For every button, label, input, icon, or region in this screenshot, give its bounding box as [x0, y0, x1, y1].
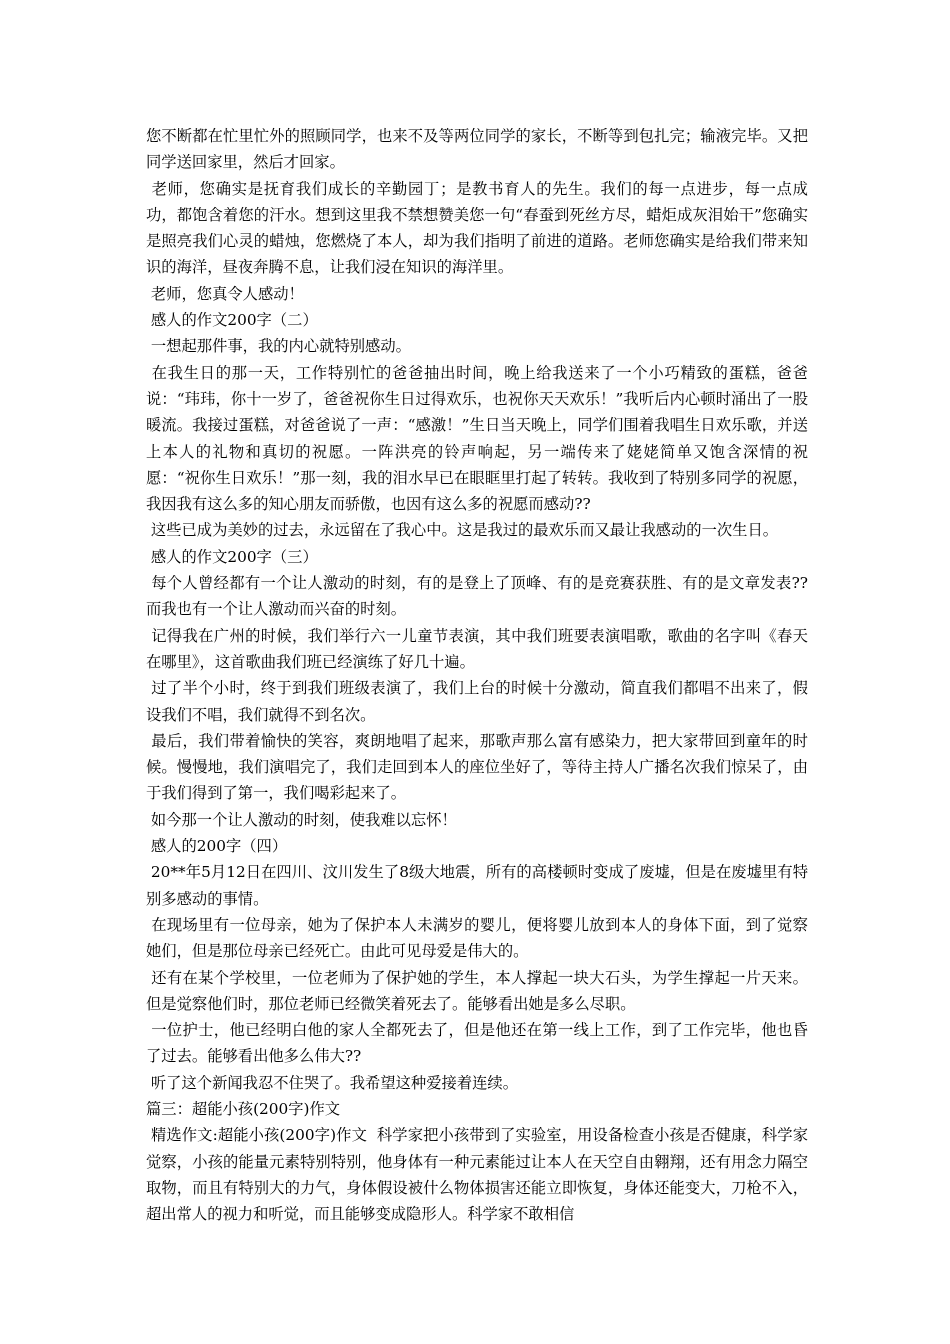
paragraph: 这些已成为美妙的过去，永远留在了我心中。这是我过的最欢乐而又最让我感动的一次生日。 [146, 521, 779, 540]
document-body [146, 123, 808, 1227]
section-heading: 感人的作文200字（二） [146, 311, 318, 330]
paragraph: 每个人曾经都有一个让人激动的时刻，有的是登上了顶峰、有的是竞赛获胜、有的是文章发表??而我也有一个让人激动而兴奋的时刻。 [146, 574, 808, 619]
paragraph: 记得我在广州的时候，我们举行六一儿童节表演，其中我们班要表演唱歌，歌曲的名字叫《春天在哪里》，这首歌曲我们班已经演练了好几十遍。 [146, 626, 808, 671]
paragraph: 老师，您确实是抚育我们成长的辛勤园丁；是教书育人的先生。我们的每一点进步，每一点成功，都饱含着您的汗水。想到这里我不禁想赞美您一句“春蚕到死丝方尽，蜡炬成灰泪始干”您确实是照亮我们心灵的蜡烛，您燃烧了本人，却为我们指明了前进的道路。老师您确实是给我们带来知识的海洋，昼夜奔腾不息，让我们浸在知识的海洋里。 [146, 179, 808, 277]
paragraph: 在现场里有一位母亲，她为了保护本人未满岁的婴儿，便将婴儿放到本人的身体下面，到了觉察她们，但是那位母亲已经死亡。由此可见母爱是伟大的。 [146, 915, 808, 961]
section-heading: 感人的作文200字（三） [146, 547, 318, 566]
paragraph: 如今那一个让人激动的时刻，使我难以忘怀！ [146, 810, 457, 829]
paragraph: 一想起那件事，我的内心就特别感动。 [146, 337, 411, 356]
section-heading: 感人的200字（四） [146, 837, 288, 856]
paragraph: 一位护士，他已经明白他的家人全都死去了，但是他还在第一线上工作，到了工作完毕，他也昏了过去。能够看出他多么伟大?? [146, 1021, 808, 1066]
paragraph: 过了半个小时，终于到我们班级表演了，我们上台的时候十分激动，简直我们都唱不出来了，假设我们不唱，我们就得不到名次。 [146, 679, 808, 724]
paragraph: 您不断都在忙里忙外的照顾同学，也来不及等两位同学的家长，不断等到包扎完；输液完毕。又把同学送回家里，然后才回家。 [146, 127, 808, 172]
paragraph: 还有在某个学校里，一位老师为了保护她的学生，本人撑起一块大石头，为学生撑起一片天来。但是觉察他们时，那位老师已经微笑着死去了。能够看出她是多么尽职。 [146, 968, 808, 1013]
section-heading: 篇三：超能小孩(200字)作文 [146, 1099, 341, 1118]
paragraph: 在我生日的那一天，工作特别忙的爸爸抽出时间，晚上给我送来了一个小巧精致的蛋糕，爸爸说：“玮玮，你十一岁了，爸爸祝你生日过得欢乐，也祝你天天欢乐！”我听后内心顿时涌出了一股暖流。我接过蛋糕，对爸爸说了一声：“感激！”生日当天晚上，同学们围着我唱生日欢乐歌，并送上本人的礼物和真切的祝愿。一阵洪亮的铃声响起，另一端传来了姥姥简单又饱含深情的祝愿：“祝你生日欢乐！”那一刻，我的泪水早已在眼眶里打起了转转。我收到了特别多同学的祝愿，我因我有这么多的知心朋友而骄傲，也因有这么多的祝愿而感动?? [146, 363, 808, 514]
paragraph: 20**年5月12日在四川、汶川发生了8级大地震，所有的高楼顿时变成了废墟，但是在废墟里有特别多感动的事情。 [146, 863, 808, 908]
paragraph: 最后，我们带着愉快的笑容，爽朗地唱了起来，那歌声那么富有感染力，把大家带回到童年的时候。慢慢地，我们演唱完了，我们走回到本人的座位坐好了，等待主持人广播名次我们惊呆了，由于我们得到了第一，我们喝彩起来了。 [146, 731, 808, 803]
paragraph: 精选作文:超能小孩(200字)作文 科学家把小孩带到了实验室，用设备检查小孩是否健康，科学家觉察，小孩的能量元素特别特别，他身体有一种元素能过让本人在天空自由翱翔，还有用念力隔空取物，而且有特别大的力气，身体假设被什么物体损害还能立即恢复，身体还能变大，刀枪不入，超出常人的视力和听觉，而且能够变成隐形人。科学家不敢相信 [146, 1126, 808, 1224]
paragraph: 听了这个新闻我忍不住哭了。我希望这种爱接着连续。 [146, 1073, 519, 1092]
paragraph: 老师，您真令人感动！ [146, 284, 304, 303]
